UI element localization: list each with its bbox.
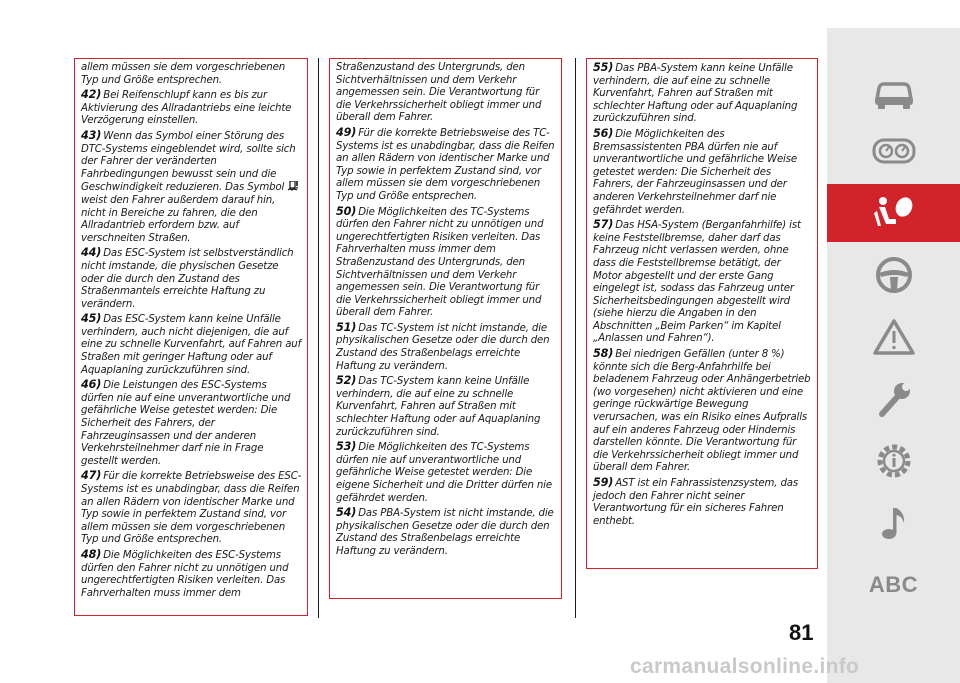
note-paragraph [81, 379, 302, 468]
sidebar-item-technical-data[interactable] [827, 432, 960, 490]
wrench-icon [871, 379, 917, 419]
note-number: 55) [593, 61, 614, 74]
note-text: allem müssen sie dem vorgeschriebenen Typ und Größe entsprechen. [81, 62, 286, 86]
note-number: 52) [336, 374, 357, 388]
steering-wheel-icon [871, 255, 917, 295]
sidebar-item-safety[interactable] [827, 184, 960, 242]
sidebar-item-starting-driving[interactable] [827, 246, 960, 304]
note-paragraph [593, 128, 812, 217]
note-paragraph [336, 507, 556, 558]
dashboard-icon [871, 131, 917, 171]
note-text: Für die korrekte Betriebsweise des TC-Systems ist es unabdingbar, dass die Reifen an allen Rädern von identischer Marke und Typ sowie in perfektem Zustand sind, vor allem müssen sie dem vorgeschriebenen Typ und Größe entsprechen. [336, 127, 555, 202]
note-paragraph [81, 313, 302, 377]
note-number: 50) [336, 204, 357, 218]
watermark: carmanualsonline.info [630, 655, 860, 678]
note-paragraph [593, 348, 812, 475]
note-number: 48) [81, 547, 102, 561]
note-number: 57) [593, 218, 614, 232]
note-number: 56) [593, 126, 614, 140]
note-paragraph [81, 549, 302, 600]
abc-index-label: ABC [868, 572, 919, 597]
note-text: Wenn das Symbol einer Störung des DTC-Systems eingeblendet wird, sollte sich der Fahrer der veränderten Fahrbedingungen bewusst sein und die Geschwindigkeit reduzieren. Das Symbol [81, 130, 296, 194]
note-paragraph [336, 127, 556, 204]
note-paragraph [336, 375, 556, 439]
note-number: 59) [593, 476, 614, 489]
note-paragraph [336, 62, 556, 125]
car-icon [871, 73, 917, 113]
notes-column-3 [586, 58, 818, 569]
column-divider [318, 58, 319, 618]
note-text: Das TC-System kann keine Unfälle verhindern, die auf eine zu schnelle Kurvenfahrt, Fahren auf Straßen mit schlechter Haftung oder auf Aquaplaning zurückzuführen sind. [336, 376, 541, 438]
note-paragraph [336, 206, 556, 320]
note-number: 58) [593, 347, 614, 361]
note-paragraph [593, 62, 812, 126]
note-paragraph [81, 130, 302, 245]
note-text: Das PBA-System kann keine Unfälle verhindern, die auf eine zu schnelle Kurvenfahrt, Fahren auf Straßen mit schlechter Haftung oder auf Aquaplaning zurückzuführen sind. [593, 63, 798, 125]
warning-triangle-icon [871, 317, 917, 357]
sidebar-item-maintenance[interactable] [827, 370, 960, 428]
note-paragraph [593, 219, 812, 346]
note-paragraph [593, 477, 812, 528]
note-text: Bei Reifenschlupf kann es bis zur Aktivierung des Allradantriebs eine leichte Verzögerung einstellen. [81, 90, 292, 127]
note-text: Das ESC-System ist selbstverständlich nicht imstande, die physischen Gesetze oder die durch den Zustand des Straßenmantels erreichte Haftung zu verändern. [81, 248, 294, 310]
note-number: 53) [336, 440, 357, 454]
note-number: 51) [336, 320, 357, 334]
note-text: Straßenzustand des Untergrunds, den Sichtverhältnissen und dem Verkehr angemessen sein. Die Verantwortung für die Verkehrssicherheit obliegt immer und überall dem Fahrer. [336, 62, 542, 124]
note-text: Die Leistungen des ESC-Systems dürfen nie auf eine unverantwortliche und gefährliche Weise getestet werden: Die Sicherheit des Fahrers, der Fahrzeuginsassen und der anderen Verkehrsteilnehmer darf nie in Frage gestellt werden. [81, 380, 291, 467]
note-text: Die Möglichkeiten des Bremsassistenten PBA dürfen nie auf unverantwortliche und gefährliche Weise getestet werden: Die Sicherheit des Fahrers, der Fahrzeuginsassen und der anderen Verkehrsteilnehmer darf nie gefährdet werden. [593, 128, 798, 216]
note-paragraph [81, 247, 302, 311]
page-number: 81 [789, 620, 814, 645]
column-divider [575, 58, 576, 618]
note-paragraph [81, 89, 302, 128]
sidebar-item-car[interactable] [827, 64, 960, 122]
sidebar-item-emergency[interactable] [827, 308, 960, 366]
note-text: Das TC-System ist nicht imstande, die physikalischen Gesetze oder die durch den Zustand des Straßenbelags erreichte Haftung zu verändern. [336, 322, 550, 372]
note-paragraph [81, 470, 302, 547]
note-text: Bei niedrigen Gefällen (unter 8 %) könnte sich die Berg-Anfahrhilfe bei beladenem Fahrzeug oder Anhängerbetrieb (wo vorgesehen) nicht aktivieren und eine geringe rückwärtige Bewegung verursachen, was ein Risiko eines Aufpralls auf ein anderes Fahrzeug oder Hindernis darstellen könnte. Die Verantwortung für die Verkehrssicherheit obliegt immer und überall dem Fahrer. [593, 349, 811, 474]
esc-warning-icon [287, 181, 298, 191]
note-text: Die Möglichkeiten des TC-Systems dürfen nie auf unverantwortliche und gefährliche Weise getestet werden: Die eigene Sicherheit und die Dritter dürfen nie gefährdet werden. [336, 442, 552, 504]
note-text: weist den Fahrer außerdem darauf hin, nicht in Bereiche zu fahren, die den Allradantrieb erfordern bzw. auf verschneiten Straßen. [81, 194, 276, 244]
note-text: Das ESC-System kann keine Unfälle verhindern, auch nicht diejenigen, die auf eine zu schnelle Kurvenfahrt, auf Fahren auf Straßen mit geringer Haftung oder auf Aquaplaning zurückzuführen sind. [81, 314, 302, 376]
note-text: Die Möglichkeiten des ESC-Systems dürfen den Fahrer nicht zu unnötigen und ungerechtfertigten Risiken verleiten. Das Fahrverhalten muss immer dem [81, 549, 289, 599]
note-number: 45) [81, 312, 102, 326]
airbag-safety-icon [871, 193, 917, 233]
note-paragraph [81, 62, 302, 87]
note-number: 49) [336, 125, 357, 139]
chapter-sidebar [827, 28, 960, 683]
technical-data-icon [871, 441, 917, 481]
note-text: Für die korrekte Betriebsweise des ESC-Systems ist es unabdingbar, dass die Reifen an allen Rädern von identischer Marke und Typ sowie in perfektem Zustand sind, vor allem müssen sie dem vorgeschriebenen Typ und Größe entsprechen. [81, 471, 302, 546]
note-number: 54) [336, 506, 357, 520]
note-number: 44) [81, 246, 102, 260]
note-text: Das PBA-System ist nicht imstande, die physikalischen Gesetze oder die durch den Zustand des Straßenbelags erreichte Haftung zu verändern. [336, 508, 554, 557]
note-paragraph [336, 322, 556, 373]
notes-column-1 [74, 58, 308, 616]
note-number: 43) [81, 128, 102, 142]
note-number: 42) [81, 88, 102, 102]
sidebar-item-multimedia[interactable] [827, 494, 960, 552]
note-number: 47) [81, 469, 102, 483]
sidebar-item-dashboard[interactable] [827, 122, 960, 180]
sidebar-item-index[interactable] [827, 556, 960, 614]
note-text: Das HSA-System (Berganfahrhilfe) ist keine Feststellbremse, daher darf das Fahrzeug nicht verlassen werden, ohne dass die Feststellbremse betätigt, der Motor abgestellt und der erste Gang eingelegt ist, sodass das Fahrzeug unter Sicherheitsbedingungen abgestellt wird (siehe hierzu die Angaben in den Abschnitten „Beim Parken“ im Kapitel „Anlassen und Fahren“). [593, 220, 801, 345]
notes-column-2 [329, 58, 562, 599]
music-note-icon [871, 503, 917, 543]
note-text: AST ist ein Fahrassistenzsystem, das jedoch den Fahrer nicht seiner Verantwortung für ein sicheres Fahren enthebt. [593, 478, 799, 527]
note-number: 46) [81, 378, 102, 392]
note-text: Die Möglichkeiten des TC-Systems dürfen den Fahrer nicht zu unnötigen und ungerechtfertigten Risiken verleiten. Das Fahrverhalten muss immer dem Straßenzustand des Untergrunds, den Sichtverhältnissen und dem Verkehr angemessen sein. Die Verantwortung für die Verkehrssicherheit obliegt immer und überall dem Fahrer. [336, 206, 544, 319]
note-paragraph [336, 441, 556, 505]
